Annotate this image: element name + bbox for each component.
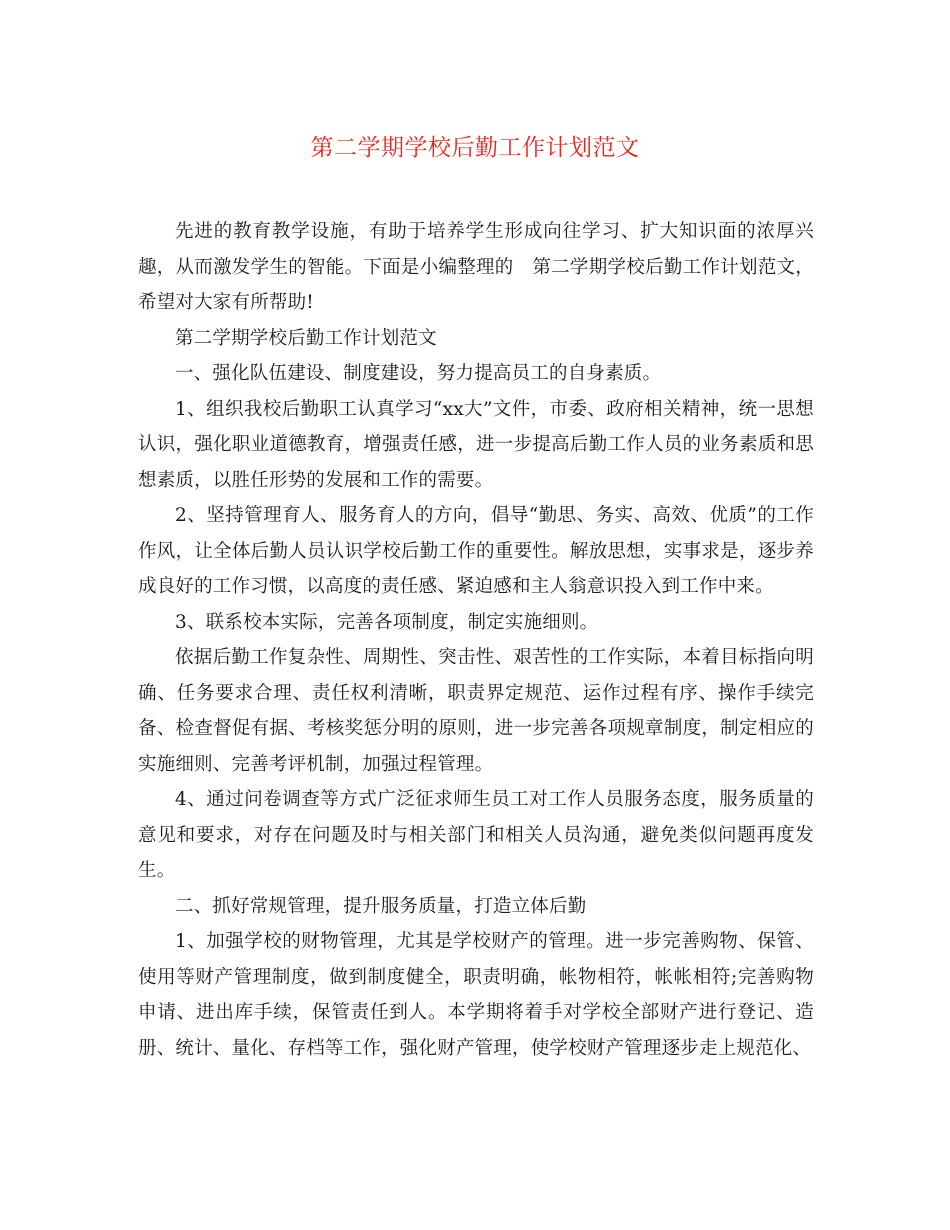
paragraph-intro: 先进的教育教学设施，有助于培养学生形成向往学习、扩大知识面的浓厚兴趣，从而激发学生的智能。下面是小编整理的 第二学期学校后勤工作计划范文，希望对大家有所帮助! bbox=[138, 221, 814, 313]
paragraph-item-1-2: 2、坚持管理育人、服务育人的方向，倡导“勤思、务实、高效、优质”的工作作风，让全体后勤人员认识学校后勤工作的重要性。解放思想，实事求是，逐步养成良好的工作习惯，以高度的责任感、紧迫感和主人翁意识投入到工作中来。 bbox=[138, 505, 814, 597]
paragraph-item-1-4: 4、通过问卷调查等方式广泛征求师生员工对工作人员服务态度，服务质量的意见和要求，对存在问题及时与相关部门和相关人员沟通，避免类似问题再度发生。 bbox=[138, 789, 814, 881]
paragraph-item-1-1: 1、组织我校后勤职工认真学习“xx大”文件，市委、政府相关精神，统一思想认识，强化职业道德教育，增强责任感，进一步提高后勤工作人员的业务素质和思想素质，以胜任形势的发展和工作的需要。 bbox=[138, 398, 814, 491]
paragraph-item-2-1: 1、加强学校的财物管理，尤其是学校财产的管理。进一步完善购物、保管、使用等财产管理制度，做到制度健全，职责明确，帐物相符，帐帐相符;完善购物申请、进出库手续，保管责任到人。本学期将着手对学校全部财产进行登记、造册、统计、量化、存档等工作，强化财产管理，使学校财产管理逐步走上规范化、 bbox=[138, 931, 814, 1059]
paragraph-item-1-3-detail: 依据后勤工作复杂性、周期性、突击性、艰苦性的工作实际，本着目标指向明确、任务要求合理、责任权利清晰，职责界定规范、运作过程有序、操作手续完备、检查督促有据、考核奖惩分明的原则，进一步完善各项规章制度，制定相应的实施细则、完善考评机制，加强过程管理。 bbox=[138, 647, 814, 775]
paragraph-item-1-3: 3、联系校本实际，完善各项制度，制定实施细则。 bbox=[175, 611, 599, 633]
paragraph-subtitle: 第二学期学校后勤工作计划范文 bbox=[175, 327, 437, 349]
section-heading-1: 一、强化队伍建设、制度建设，努力提高员工的自身素质。 bbox=[175, 363, 662, 384]
section-heading-2: 二、抓好常规管理，提升服务质量，打造立体后勤 bbox=[175, 895, 587, 917]
document-title: 第二学期学校后勤工作计划范文 bbox=[310, 135, 640, 161]
document-body bbox=[138, 214, 814, 1066]
